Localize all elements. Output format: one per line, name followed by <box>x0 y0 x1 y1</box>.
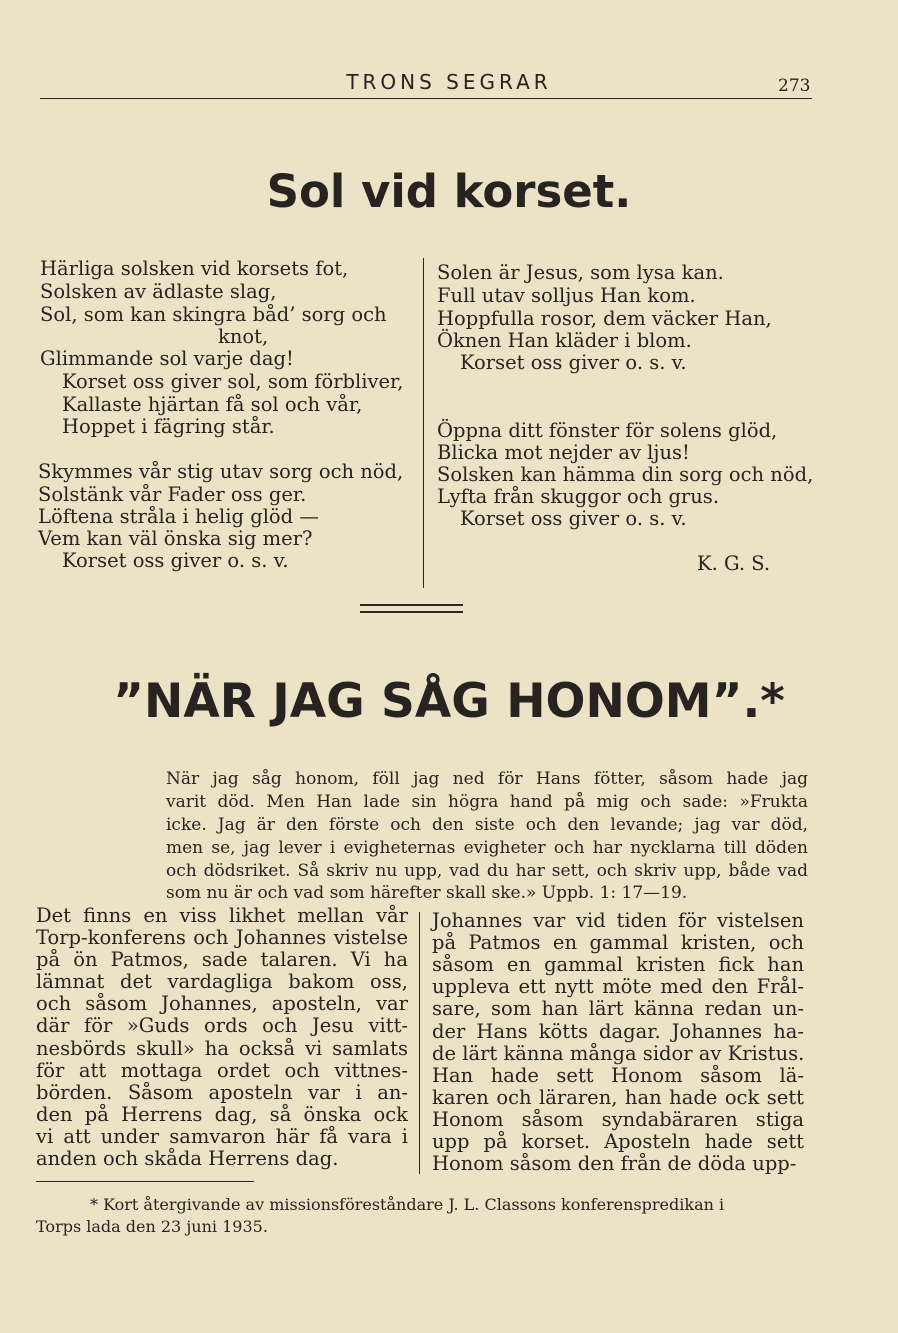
body-line: Honom såsom den från de döda upp- <box>432 1152 797 1175</box>
poem-line: Skymmes vår stig utav sorg och nöd, <box>38 460 404 483</box>
column-divider <box>419 912 420 1174</box>
body-line: och såsom Johannes, aposteln, var <box>36 992 408 1015</box>
body-line: der Hans kötts dagar. Johannes ha- <box>432 1020 804 1043</box>
column-divider <box>423 258 424 588</box>
body-line: nesbörds skull» ha också vi samlats <box>36 1037 408 1060</box>
poem-line: Öppna ditt fönster för solens glöd, <box>437 419 778 442</box>
poem-title: Sol vid korset. <box>266 165 632 218</box>
poem-line: Solstänk vår Fader oss ger. <box>38 483 307 506</box>
poem-line: Solsken av ädlaste slag, <box>40 280 277 303</box>
epigraph-line: När jag såg honom, föll jag ned för Hans fötter, såsom hade jag <box>166 769 808 789</box>
poem-line: knot, <box>218 325 269 348</box>
body-line: såsom en gammal kristen fick han <box>432 953 804 976</box>
epigraph-line: icke. Jag är den förste och den siste och den levande; jag var död, <box>166 815 808 835</box>
body-line: karen och läraren, han hade ock sett <box>432 1086 804 1109</box>
poem-line: Korset oss giver o. s. v. <box>460 507 687 530</box>
footnote-line: * Kort återgivande av missionsföreståndare J. L. Classons konferenspredikan i <box>90 1195 725 1214</box>
body-line: Han hade sett Honom såsom lä- <box>432 1064 804 1087</box>
body-line: sare, som han lärt känna redan un- <box>432 997 804 1020</box>
poem-line: Hoppet i fägring står. <box>62 415 275 438</box>
body-line: den på Herrens dag, så önska ock <box>36 1103 408 1126</box>
poem-line: Korset oss giver sol, som förbliver, <box>62 370 404 393</box>
body-line: för att mottaga ordet och vittnes- <box>36 1059 408 1082</box>
body-line: anden och skåda Herrens dag. <box>36 1147 339 1170</box>
body-line: på Patmos en gammal kristen, och <box>432 931 804 954</box>
body-line: där för »Guds ords och Jesu vitt- <box>36 1014 408 1037</box>
body-line: Johannes var vid tiden för vistelsen <box>432 909 804 932</box>
poem-line: Solen är Jesus, som lysa kan. <box>437 261 724 284</box>
header-rule <box>40 98 812 99</box>
poem-line: Löftena stråla i helig glöd — <box>38 505 319 528</box>
poem-line: Korset oss giver o. s. v. <box>62 549 289 572</box>
footnote-rule <box>36 1181 254 1182</box>
body-line: vi att under samvaron här få vara i <box>36 1125 408 1148</box>
poem-line: Öknen Han kläder i blom. <box>437 329 692 352</box>
poem-line: Hoppfulla rosor, dem väcker Han, <box>437 307 772 330</box>
body-line: de lärt känna många sidor av Kristus. <box>432 1042 805 1065</box>
epigraph-line: varit död. Men Han lade sin högra hand på mig och sade: »Frukta <box>166 792 808 812</box>
poem-line: Sol, som kan skingra båd’ sorg och <box>40 303 387 326</box>
poem-signature: K. G. S. <box>697 552 771 575</box>
poem-line: Full utav solljus Han kom. <box>437 284 696 307</box>
poem-line: Kallaste hjärtan få sol och vår, <box>62 393 363 416</box>
epigraph-line: och dödsriket. Så skriv nu upp, vad du har sett, och skriv upp, både vad <box>166 861 808 881</box>
page-number: 273 <box>778 76 811 96</box>
poem-line: Blicka mot nejder av ljus! <box>437 441 690 464</box>
body-line: Det finns en viss likhet mellan vår <box>36 904 408 927</box>
poem-line: Vem kan väl önska sig mer? <box>38 527 313 550</box>
poem-line: Härliga solsken vid korsets fot, <box>40 257 349 280</box>
footnote-line: Torps lada den 23 juni 1935. <box>36 1217 268 1236</box>
article-title: ”NÄR JAG SÅG HONOM”.* <box>113 674 785 729</box>
poem-line: Glimmande sol varje dag! <box>40 347 294 370</box>
poem-line: Solsken kan hämma din sorg och nöd, <box>437 463 814 486</box>
body-line: lämnat det vardagliga bakom oss, <box>36 970 408 993</box>
body-line: på ön Patmos, sade talaren. Vi ha <box>36 948 408 971</box>
body-line: upp på korset. Aposteln hade sett <box>432 1130 804 1153</box>
running-title: TRONS SEGRAR <box>346 70 552 94</box>
epigraph-line: men se, jag lever i evigheternas evigheter och har nycklarna till döden <box>166 838 808 858</box>
body-line: Honom såsom syndabäraren stiga <box>432 1108 804 1131</box>
body-line: börden. Såsom aposteln var i an- <box>36 1081 408 1104</box>
body-line: uppleva ett nytt möte med den Frål- <box>432 975 804 998</box>
section-divider <box>360 604 463 613</box>
poem-line: Korset oss giver o. s. v. <box>460 351 687 374</box>
poem-line: Lyfta från skuggor och grus. <box>437 485 720 508</box>
body-line: Torp-konferens och Johannes vistelse <box>36 926 408 949</box>
epigraph-line: som nu är och vad som härefter skall ske.» Uppb. 1: 17—19. <box>166 883 688 903</box>
